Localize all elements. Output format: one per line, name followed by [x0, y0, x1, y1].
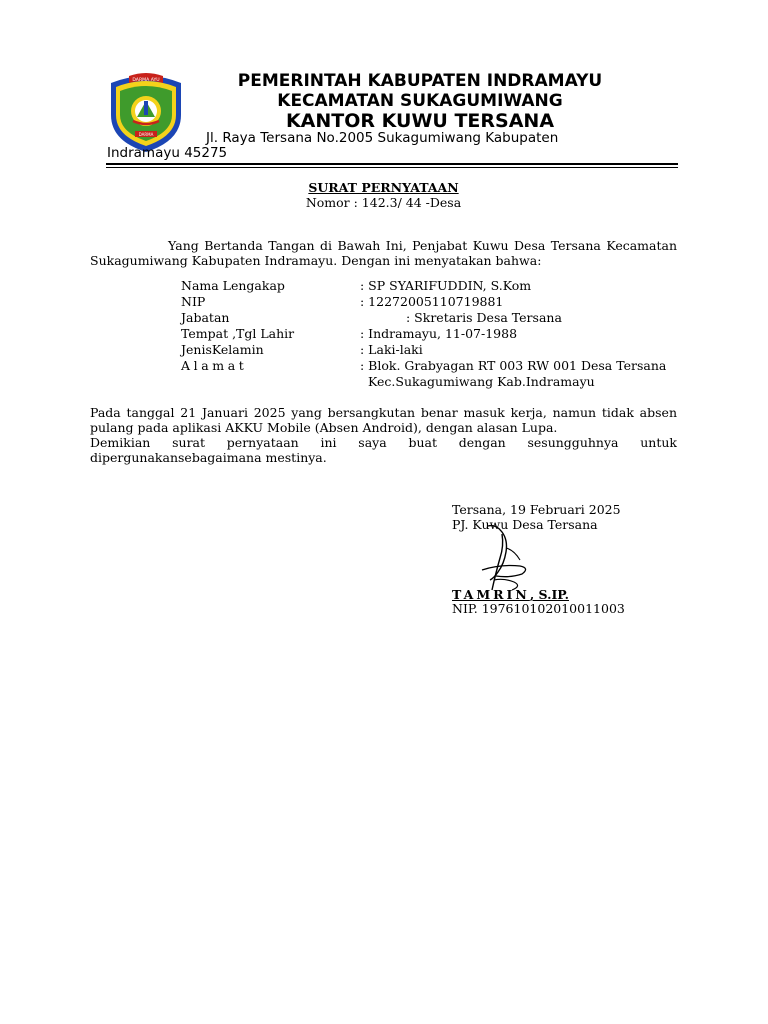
- field-value-birth: : Indramayu, 11-07-1988: [360, 326, 518, 341]
- signatory-name: TAMRIN, S.IP.: [452, 587, 569, 602]
- address-line-2: Indramayu 45275: [107, 145, 228, 161]
- logo-top-text: DARMA AYU: [132, 78, 160, 83]
- field-value-gender: : Laki-laki: [360, 342, 423, 357]
- signature-position: PJ. Kuwu Desa Tersana: [452, 517, 598, 532]
- closing-paragraph: Demikian surat pernyataan ini saya buat dengan sesungguhnya untuk dipergunakansebagaimana mestinya.: [90, 435, 677, 465]
- regency-crest-logo: [105, 71, 187, 153]
- field-label-birth: Tempat ,Tgl Lahir: [181, 326, 295, 341]
- field-label-nip: NIP: [181, 294, 206, 309]
- field-value-address-line-2: Kec.Sukagumiwang Kab.Indramayu: [368, 374, 595, 389]
- statement-paragraph: Pada tanggal 21 Januari 2025 yang bersangkutan benar masuk kerja, namun tidak absen pulang pada aplikasi AKKU Mobile (Absen Android), dengan alasan Lupa.: [90, 405, 677, 435]
- signatory-nip: NIP. 197610102010011003: [452, 601, 625, 616]
- field-value-address: : Blok. Grabyagan RT 003 RW 001 Desa Tersana: [360, 358, 667, 373]
- address-line-1: Jl. Raya Tersana No.2005 Sukagumiwang Kabupaten: [206, 130, 559, 146]
- letter-number: Nomor : 142.3/ 44 -Desa: [305, 195, 462, 210]
- field-label-address: Alamat: [181, 358, 248, 373]
- intro-paragraph: Yang Bertanda Tangan di Bawah Ini, Penjabat Kuwu Desa Tersana Kecamatan Sukagumiwang Kabupaten Indramayu. Dengan ini menyatakan bahwa:: [90, 238, 677, 268]
- district-heading: KECAMATAN SUKAGUMIWANG: [277, 91, 563, 111]
- letterhead-rule-thick: [106, 163, 678, 165]
- letter-title: SURAT PERNYATAAN: [308, 180, 459, 195]
- field-value-name: : SP SYARIFUDDIN, S.Kom: [360, 278, 532, 293]
- field-value-position: : Skretaris Desa Tersana: [406, 310, 562, 325]
- field-value-nip: : 12272005110719881: [360, 294, 504, 309]
- logo-bottom-text: DARMA: [138, 132, 154, 137]
- letterhead-rule-thin: [106, 167, 678, 168]
- government-heading: PEMERINTAH KABUPATEN INDRAMAYU: [237, 71, 603, 91]
- field-label-position: Jabatan: [181, 310, 230, 325]
- signature-place-date: Tersana, 19 Februari 2025: [452, 502, 621, 517]
- office-heading: KANTOR KUWU TERSANA: [285, 110, 555, 132]
- field-label-name: Nama Lengakap: [181, 278, 285, 293]
- field-label-gender: JenisKelamin: [181, 342, 264, 357]
